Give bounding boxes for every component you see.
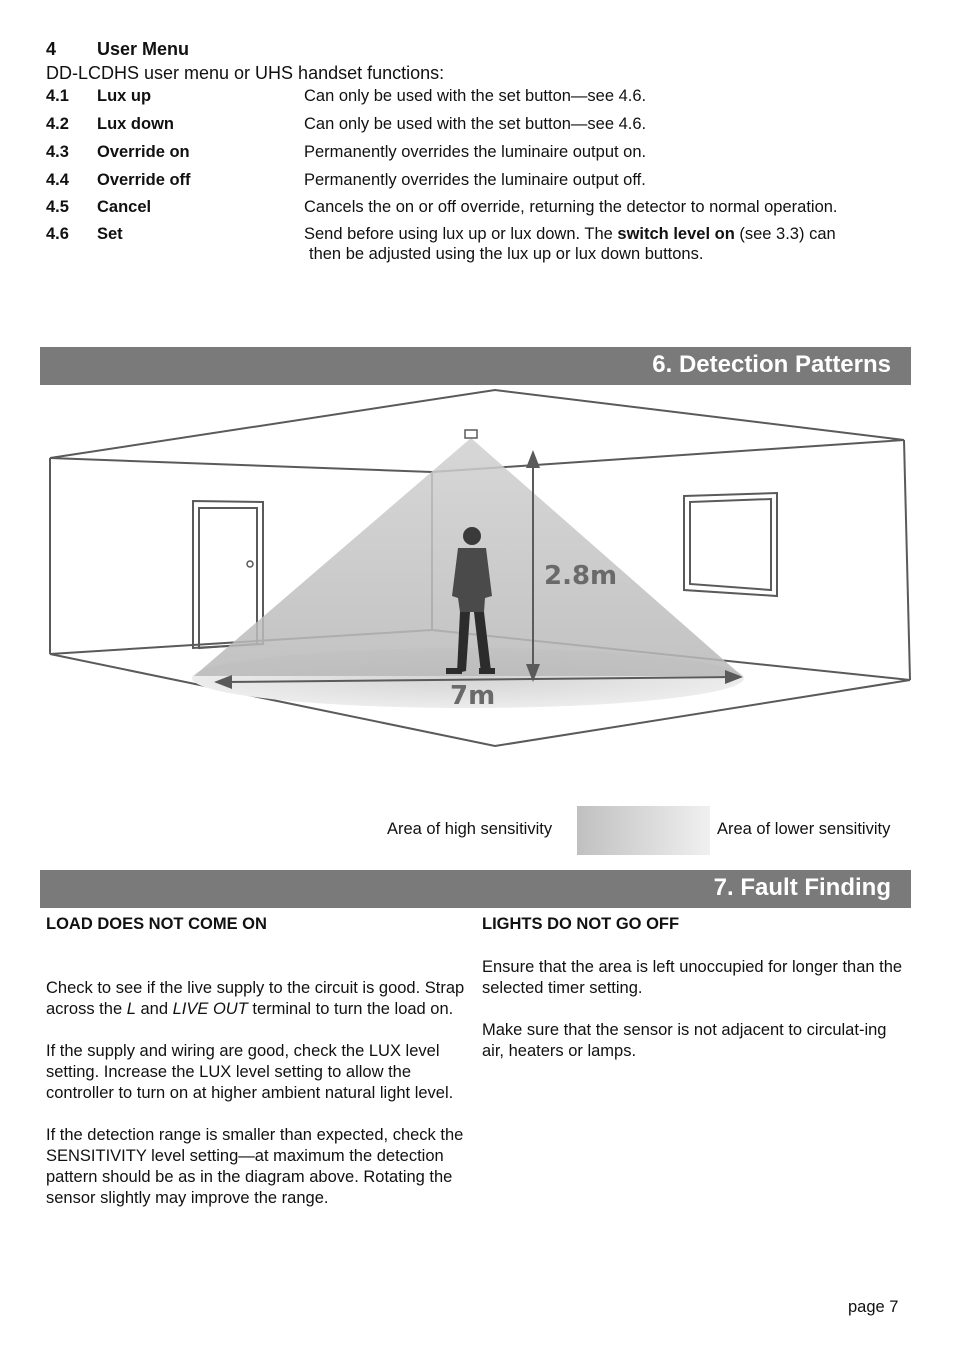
para-italic: L [126,1000,136,1018]
menu-item-desc: Permanently overrides the luminaire output on. [304,143,647,161]
menu-item-name: Override off [97,171,191,189]
right-heading: LIGHTS DO NOT GO OFF [482,915,680,933]
menu-item-desc-text: (see 3.3) can [734,225,836,243]
right-para-2: Make sure that the sensor is not adjacent to circulat-ing air, heaters or lamps. [482,1021,887,1060]
banner-title: 6. Detection Patterns [652,351,891,378]
width-label: 7m [450,681,496,711]
room-edge-right [904,440,910,680]
menu-item-desc [304,224,904,264]
menu-item-desc: Cancels the on or off override, returning the detector to normal operation. [304,198,838,216]
detection-patterns-banner [40,347,911,385]
right-column [482,957,907,1083]
menu-item-name: Cancel [97,198,152,216]
section-intro: DD-LCDHS user menu or UHS handset functions: [46,63,445,83]
door-knob [247,561,253,567]
menu-item-number: 4.3 [46,143,69,161]
height-label: 2.8m [544,561,618,591]
para-text: Check to see if the live supply to the circuit is good. Strap across the [46,979,465,1018]
left-para-2: If the supply and wiring are good, check the LUX level setting. Increase the LUX level setting to allow the controller to turn on at higher ambient natural light level. [46,1042,454,1102]
para-text: and [135,1000,173,1018]
banner-title: 7. Fault Finding [713,874,891,901]
menu-item-desc: Can only be used with the set button—see 4.6. [304,87,647,105]
menu-item-number: 4.6 [46,225,69,243]
page-number: page 7 [848,1298,899,1316]
menu-item-number: 4.4 [46,171,69,189]
menu-item-desc-bold: switch level on [617,225,735,243]
legend-high: Area of high sensitivity [387,820,553,838]
menu-item-number: 4.5 [46,198,69,216]
left-para-1 [46,978,466,1020]
window-pane [690,499,771,590]
left-column [46,978,466,1230]
menu-item-desc-line2: then be adjusted using the lux up or lux down buttons. [309,245,704,263]
sensor-icon [465,430,477,438]
menu-item-desc-text: Send before using lux up or lux down. The [304,225,618,243]
menu-item-name: Set [97,225,123,243]
fault-finding-banner [40,870,911,908]
legend-low: Area of lower sensitivity [717,820,891,838]
detection-diagram [0,386,954,786]
section-title: User Menu [97,39,190,59]
left-para-3: If the detection range is smaller than expected, check the SENSITIVITY level setting—at maximum the detection pattern should be as in the diagram above. Rotating the sensor slightly may improve the range. [46,1126,464,1207]
menu-item-name: Override on [97,143,190,161]
para-text: terminal to turn the load on. [247,1000,454,1018]
window-frame [684,493,777,596]
menu-item-desc: Permanently overrides the luminaire output off. [304,171,646,189]
legend-gradient-swatch [577,806,710,855]
menu-item-number: 4.2 [46,115,69,133]
left-heading: LOAD DOES NOT COME ON [46,915,267,933]
para-italic: LIVE OUT [172,1000,248,1018]
menu-item-name: Lux down [97,115,174,133]
menu-item-name: Lux up [97,87,152,105]
door [199,508,257,648]
section-number: 4 [46,39,57,59]
right-para-1: Ensure that the area is left unoccupied for longer than the selected timer setting. [482,958,903,997]
menu-item-number: 4.1 [46,87,69,105]
menu-item-desc: Can only be used with the set button—see 4.6. [304,115,647,133]
